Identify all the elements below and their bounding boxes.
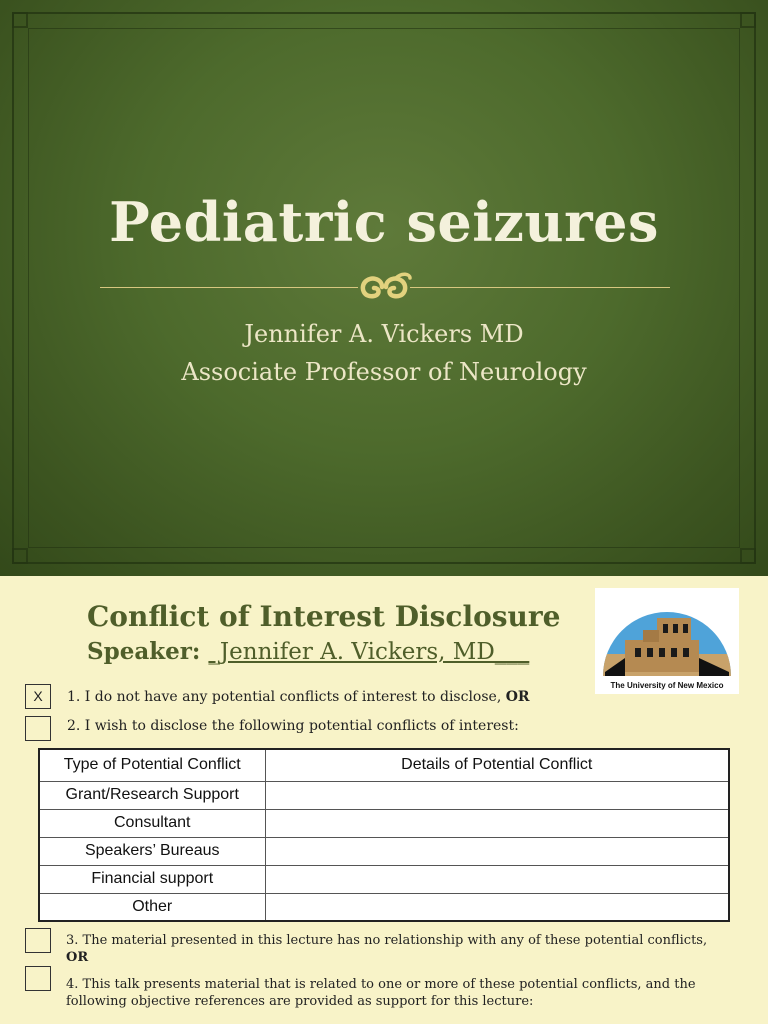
conflict-type-cell: Consultant [39,809,265,837]
conflict-type-cell: Grant/Research Support [39,781,265,809]
unm-logo-icon [595,588,739,680]
conflict-table [38,748,730,922]
corner-ornament [740,12,756,28]
speaker-name: _Jennifer A. Vickers, MD___ [208,639,530,665]
logo-caption: The University of New Mexico [610,681,724,690]
checkbox-no-relationship[interactable] [25,928,51,953]
corner-ornament [740,548,756,564]
header-type: Type of Potential Conflict [39,749,265,781]
item-disclose-conflicts: 2. I wish to disclose the following potential conflicts of interest: [67,718,519,734]
flourish-ornament-icon [352,268,416,306]
table-row [39,837,729,865]
title-divider-left [100,287,358,288]
slide-title: Pediatric seizures [109,190,659,254]
conflict-type-cell: Financial support [39,865,265,893]
item-or: OR [66,950,89,965]
conflict-details-cell[interactable] [265,837,729,865]
presenter-name: Jennifer A. Vickers MD [244,320,524,348]
item-text: 3. The material presented in this lecture has no relationship with any of these potential conflicts, [66,933,708,948]
item-related-material: 4. This talk presents material that is related to one or more of these potential conflicts, and the following objective references are provided as support for this lecture: [66,977,696,1009]
item-no-conflicts [67,689,530,705]
item-or: OR [505,689,530,705]
checkbox-no-conflicts[interactable]: X [25,684,51,709]
checkbox-disclose-conflicts[interactable] [25,716,51,741]
conflict-details-cell[interactable] [265,781,729,809]
table-row [39,865,729,893]
disclosure-slide [0,576,768,1024]
table-row [39,893,729,921]
title-divider-right [410,287,670,288]
item-no-relationship [66,932,746,966]
unm-logo [595,588,739,694]
item-text: 1. I do not have any potential conflicts of interest to disclose, [67,689,506,705]
corner-ornament [12,12,28,28]
table-row [39,809,729,837]
checkbox-related-material[interactable] [25,966,51,991]
corner-ornament [12,548,28,564]
conflict-type-cell: Other [39,893,265,921]
conflict-details-cell[interactable] [265,893,729,921]
conflict-type-cell: Speakers’ Bureaus [39,837,265,865]
table-header-row [39,749,729,781]
speaker-label: Speaker: [87,638,209,665]
conflict-details-cell[interactable] [265,809,729,837]
conflict-details-cell[interactable] [265,865,729,893]
header-details: Details of Potential Conflict [265,749,729,781]
table-row [39,781,729,809]
speaker-line [87,638,529,665]
disclosure-heading: Conflict of Interest Disclosure [87,600,561,633]
presenter-role: Associate Professor of Neurology [181,358,587,386]
